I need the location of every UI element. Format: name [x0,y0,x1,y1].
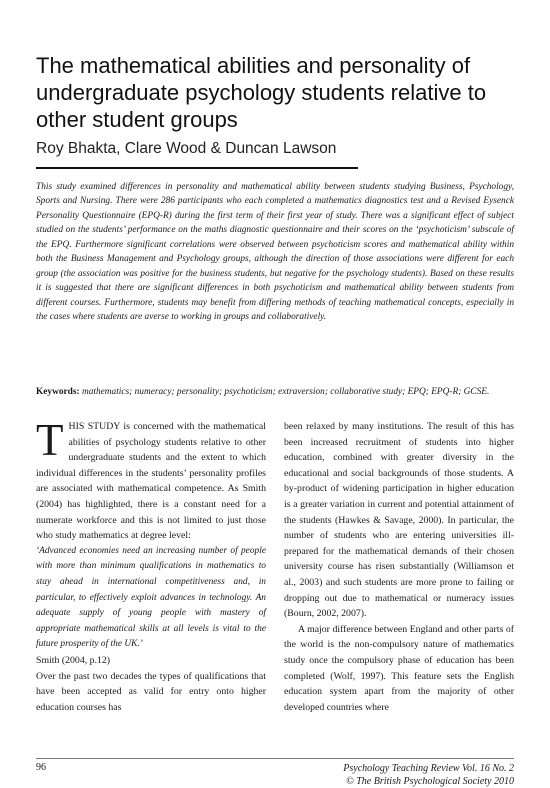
article-title: The mathematical abilities and personality of undergraduate psychology students relative to other student groups [36,53,487,132]
body-column-right [284,419,514,715]
drop-cap: T [36,415,64,465]
paragraph-2-continued: been relaxed by many institutions. The result of this has been increased recruitment of students into higher education, combined with greater diversity in the educational and social backgrounds of those students. A by-product of widening participation in higher education is a greater variation in current and potential attainment of the students (Hawkes & Savage, 2000). In particular, the number of students who are entering universities ill-prepared for the mathematical demands of their chosen university course has risen substantially (Williamson et al., 2003) and such students are more prone to failing or dropping out due to mathematical or numeracy issues (Bourn, 2002, 2007). [284,421,514,620]
block-quote: ‘Advanced economies need an increasing number of people with more than minimum qualifications in mathematics to stay ahead in international competitiveness and, in particular, to effectively exploit advances in technology. An adequate supply of young people with mastery of appropriate mathematical skills at all levels is vital to the future prosperity of the UK.’ [36,545,266,650]
abstract: This study examined differences in personality and mathematical ability between students studying Business, Psychology, Sports and Nursing. There were 286 participants who each completed a mathematics diagnostics test and a Revised Eysenck Personality Questionnaire (EPQ-R) during the first term of their first year of study. There was a significant effect of subject studied on the students’ performance on the maths diagnostic questionnaire and their scores on the ‘psychoticism’ subscale of the EPQ. Furthermore significant correlations were observed between psychoticism scores and mathematical ability within both the Business Management and Psychology groups, although the direction of those associations were different for each group (the association was positive for the business students, but negative for the psychology students). Based on these results it is suggested that there are significant differences in both psychoticism and mathematical ability between students from different courses. Furthermore, students may benefit from differing methods of teaching mathematical concepts, especially in the cases where students are averse to working in groups and collaboratively. [36,182,514,323]
keywords-label: Keywords: [36,387,80,397]
journal-citation: Psychology Teaching Review Vol. 16 No. 2 [343,763,514,774]
title-rule [36,167,358,169]
keywords [36,385,514,399]
intro-paragraph: HIS STUDY is concerned with the mathematical abilities of psychology students relative to other undergraduate students and the extent to which individual differences in the students’ personality profiles are associated with mathematical competence. As Smith (2004) has highlighted, there is a constant need for a numerate workforce and this is not limited to just those who study mathematics at degree level: [36,421,266,542]
body-column-left [36,415,266,715]
journal-info [343,762,514,788]
quote-citation: Smith (2004, p.12) [36,654,111,666]
keywords-list: mathematics; numeracy; personality; psychoticism; extraversion; collaborative study; EPQ; EPQ-R; GCSE. [81,387,490,397]
copyright: © The British Psychological Society 2010 [346,776,514,787]
footer-rule [36,758,514,759]
page-number: 96 [36,762,46,773]
paragraph-2: Over the past two decades the types of qualifications that have been accepted as valid for entry onto higher education courses has [36,670,266,713]
authors: Roy Bhakta, Clare Wood & Duncan Lawson [36,140,337,157]
paragraph-3: A major difference between England and other parts of the world is the non-compulsory nature of mathematics study once the compulsory phase of education has been completed (Wolf, 1997). This feature sets the English education system apart from the majority of other developed countries where [284,623,514,713]
